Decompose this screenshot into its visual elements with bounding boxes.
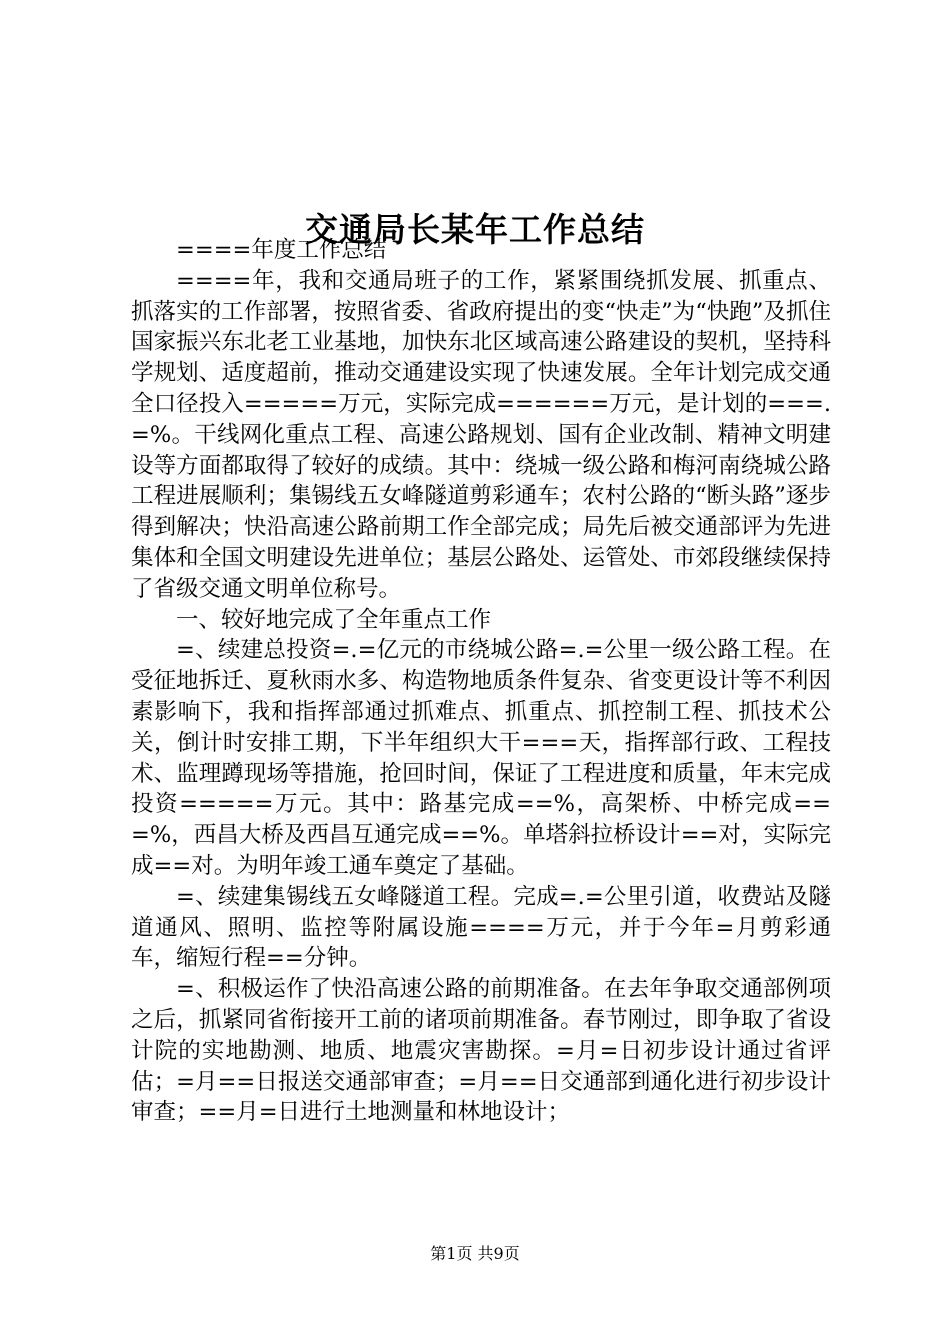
paragraph-expressway-preparation: =、积极运作了快沿高速公路的前期准备。在去年争取交通部例项之后，抓紧同省衔接开工前的诸项前期准备。春节刚过，即争取了省设计院的实地勘测、地质、地震灾害勘探。=月=日初步设计通过省评估；=月==日报送交通部审查；=月==日交通部到通化进行初步设计审查；==月=日进行土地测量和林地设计； — [131, 976, 831, 1126]
section-heading-key-work: 一、较好地完成了全年重点工作 — [176, 606, 492, 633]
page-footer: 第1页 共9页 — [430, 1244, 520, 1263]
paragraph-ring-road-project: =、续建总投资=.=亿元的市绕城公路=.=公里一级公路工程。在受征地拆迁、夏秋雨水多、构造物地质条件复杂、省变更设计等不利因素影响下，我和指挥部通过抓难点、抓重点、抓控制工程、抓技术公关，倒计时安排工期，下半年组织大干===天，指挥部行政、工程技术、监理蹲现场等措施，抢回时间，保证了工程进度和质量，年末完成投资=====万元。其中：路基完成==%，高架桥、中桥完成===%，西昌大桥及西昌互通完成==%。单塔斜拉桥设计==对，实际完成==对。为明年竣工通车奠定了基础。 — [131, 637, 831, 879]
paragraph-summary: ====年，我和交通局班子的工作，紧紧围绕抓发展、抓重点、抓落实的工作部署，按照省委、省政府提出的变“快走”为“快跑”及抓住国家振兴东北老工业基地，加快东北区域高速公路建设的契机，坚持科学规划、适度超前，推动交通建设实现了快速发展。全年计划完成交通全口径投入=====万元，实际完成======万元，是计划的===.=%。干线网化重点工程、高速公路规划、国有企业改制、精神文明建设等方面都取得了较好的成绩。其中：绕城一级公路和梅河南绕城公路工程进展顺利；集锡线五女峰隧道剪彩通车；农村公路的“断头路”逐步得到解决；快沿高速公路前期工作全部完成；局先后被交通部评为先进集体和全国文明建设先进单位；基层公路处、运管处、市郊段继续保持了省级交通文明单位称号。 — [131, 267, 831, 602]
paragraph-tunnel-project: =、续建集锡线五女峰隧道工程。完成=.=公里引道，收费站及隧道通风、照明、监控等附属设施====万元，并于今年=月剪彩通车，缩短行程==分钟。 — [131, 883, 831, 972]
document-body — [131, 235, 831, 1128]
document-title: 交通局长某年工作总结 — [305, 210, 645, 250]
paragraph-subtitle: ====年度工作总结 — [176, 237, 387, 263]
